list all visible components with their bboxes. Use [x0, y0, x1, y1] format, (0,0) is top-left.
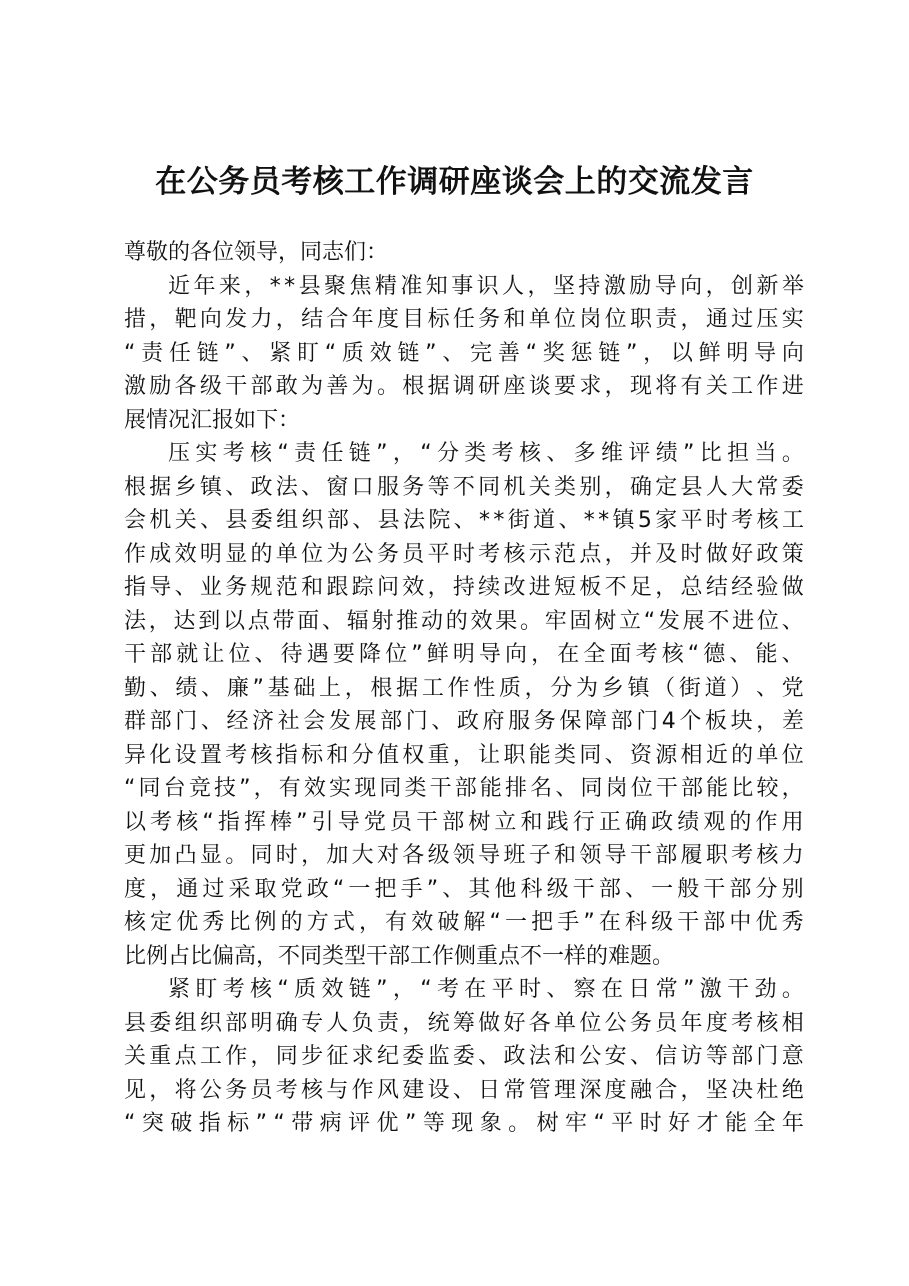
- text-line: 近 年 来 ， * * 县 聚 焦 精 准 知 事 识 人 ， 坚 持 激 励 导 向 ， 创 新 举: [168, 273, 804, 299]
- text-line: 干 部 就 让 位 、 待 遇 要 降 位 ” 鲜 明 导 向 ， 在 全 面 考 核 “ 德 、 能 、: [124, 642, 804, 667]
- text-line: 群 部 门 、 经 济 社 会 发 展 部 门 、 政 府 服 务 保 障 部 门 4 个 板 块 ， 差: [124, 709, 804, 734]
- text-line: 展情况汇报如下：: [124, 407, 301, 433]
- text-line: 措 ， 靶 向 发 力 ， 结 合 年 度 目 标 任 务 和 单 位 岗 位 职 责 ， 通 过 压 实: [124, 307, 804, 332]
- text-line: 度 ， 通 过 采 取 党 政 “ 一 把 手 ” 、 其 他 科 级 干 部 、 一 般 干 部 分 别: [124, 876, 804, 902]
- text-line: 作 成 效 明 显 的 单 位 为 公 务 员 平 时 考 核 示 范 点 ， 并 及 时 做 好 政 策: [124, 541, 804, 567]
- text-line: “ 突 破 指 标 ” “ 带 病 评 优 ” 等 现 象 。 树 牢 “ 平 时 好 才 能 全 年: [124, 1111, 804, 1136]
- document-title: 在公务员考核工作调研座谈会上的交流发言: [155, 164, 754, 200]
- text-line: 紧 盯 考 核 “ 质 效 链 ” ， “ 考 在 平 时 、 察 在 日 常 ” 激 干 劲 。: [168, 977, 804, 1002]
- text-line: 县 委 组 织 部 明 确 专 人 负 责 ， 统 筹 做 好 各 单 位 公 务 员 年 度 考 核 相: [124, 1010, 804, 1036]
- text-line: 根 据 乡 镇 、 政 法 、 窗 口 服 务 等 不 同 机 关 类 别 ， 确 定 县 人 大 常 委: [124, 474, 804, 500]
- text-line: 异 化 设 置 考 核 指 标 和 分 值 权 重 ， 让 职 能 类 同 、 资 源 相 近 的 单 位: [124, 742, 804, 768]
- text-line: 更 加 凸 显 。 同 时 ， 加 大 对 各 级 领 导 班 子 和 领 导 干 部 履 职 考 核 力: [124, 843, 804, 868]
- text-line: 比例占比偏高，不同类型干部工作侧重点不一样的难题。: [124, 943, 675, 969]
- text-line: 会 机 关 、 县 委 组 织 部 、 县 法 院 、 * * 街 道 、 * * 镇 5 家 平 时 考 核 工: [124, 508, 804, 533]
- text-line: 激 励 各 级 干 部 敢 为 善 为 。 根 据 调 研 座 谈 要 求 ， 现 将 有 关 工 作 进: [124, 374, 804, 399]
- text-line: 以 考 核 “ 指 挥 棒 ” 引 导 党 员 干 部 树 立 和 践 行 正 确 政 绩 观 的 作 用: [124, 809, 804, 835]
- document-body: [124, 236, 804, 1141]
- text-line: “ 责 任 链 ” 、 紧 盯 “ 质 效 链 ” 、 完 善 “ 奖 惩 链 ” ， 以 鲜 明 导 向: [124, 340, 804, 366]
- text-line: “ 同 台 竞 技 ” ， 有 效 实 现 同 类 干 部 能 排 名 、 同 岗 位 干 部 能 比 较 ，: [124, 776, 804, 801]
- text-line: 指 导 、 业 务 规 范 和 跟 踪 问 效 ， 持 续 改 进 短 板 不 足 ， 总 结 经 验 做: [124, 575, 804, 600]
- text-line: 法 ， 达 到 以 点 带 面 、 辐 射 推 动 的 效 果 。 牢 固 树 立 “ 发 展 不 进 位 、: [124, 608, 804, 634]
- text-line: 关 重 点 工 作 ， 同 步 征 求 纪 委 监 委 、 政 法 和 公 安 、 信 访 等 部 门 意: [124, 1044, 804, 1069]
- text-line: 见 ， 将 公 务 员 考 核 与 作 风 建 设 、 日 常 管 理 深 度 融 合 ， 坚 决 杜 绝: [124, 1077, 804, 1103]
- text-line: 勤 、 绩 、 廉 ” 基 础 上 ， 根 据 工 作 性 质 ， 分 为 乡 镇 （ 街 道 ） 、 党: [124, 675, 804, 701]
- text-line: 压 实 考 核 “ 责 任 链 ” ， “ 分 类 考 核 、 多 维 评 绩 ” 比 担 当 。: [168, 441, 804, 466]
- text-line: 核 定 优 秀 比 例 的 方 式 ， 有 效 破 解 “ 一 把 手 ” 在 科 级 干 部 中 优 秀: [124, 910, 804, 935]
- text-line: 尊敬的各位领导，同志们：: [124, 240, 389, 265]
